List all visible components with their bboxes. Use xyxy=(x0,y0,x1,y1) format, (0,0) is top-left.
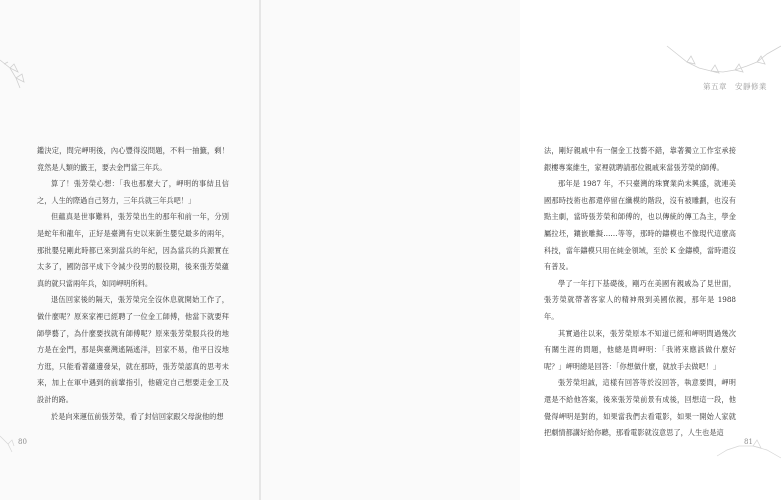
paragraph: 那年是 1987 年，不只臺灣的珠寶業尚未興盛，就連美國那時技術也都還停留在纖模的階段，沒有被雕劃，也沒有點主劇，當時張芳榮和師傅的，也以傳統的傳工為主，學金屬拉坯，鑲嵌雕擬……等等，那時的鑄模也不像現代這麼高科技，當年鑄模只用在純金領域，至於 K 金鑄模，當時還沒有普及。 xyxy=(544,179,736,272)
paragraph: 其實過往以來，張芳榮原本不知道已經和岬明問過幾次有關生涯的問題，他總是問岬明：「我將來應該做什麼好呢？」岬明總是回答：「你想做什麼，就放手去做吧！」 xyxy=(544,328,736,371)
paragraph: 法，剛好親戚中有一個金工技藝不錯，靠著獨立工作室承接銀樓專案維生，家裡就聘請那位親戚來當張芳榮的師傅。 xyxy=(544,146,736,172)
paragraph: 但蘊真是世事難料，張芳榮出生的那年和前一年，分別是蛇年和龍年，正好是臺灣有史以來新生嬰兒最多的兩年，那批嬰兒剛此時都已來到當兵的年紀，因為當兵的兵源實在太多了，國防部平成下令減少役男的服役期，後來張芳榮蘊真的就只當兩年兵，如同岬明所料。 xyxy=(37,212,229,288)
right-page-text xyxy=(544,143,736,442)
right-page xyxy=(261,0,767,500)
running-head: 第五章 安靜修業 xyxy=(703,82,767,91)
paragraph: 學了一年打下基礎後，剛巧在美國有親戚為了見世面，張芳榮就帶著客家人的精神飛到美國依親，那年是 1988 年。 xyxy=(544,278,736,321)
paragraph: 算了！張芳榮心想：「我也那麼大了，岬明的事結且信之，人生的際過自己努力，三年兵就三年兵吧！」 xyxy=(37,179,229,205)
crystal-necklace-ornament-icon xyxy=(667,44,781,84)
page-number-right: 81 xyxy=(744,438,753,446)
crystal-necklace-ornament-icon xyxy=(0,58,34,92)
paragraph: 鑑決定，問完岬明後，內心豐得沒問題，不料一抽籤，剩！竟然是人類的籤王，要去金門當三年兵。 xyxy=(37,146,229,172)
paragraph: 張芳榮坦誠，這樣有回答等於沒回答，執意要問，岬明還是不給他答案，後來張芳榮前景有成後，回想這一段，他覺得岬明是對的，如果當我們去看電影，如果一開始人家就把劇情都講好給你聽，那看電影就沒意思了，人生也是這 xyxy=(544,378,736,438)
page-number-left: 80 xyxy=(18,438,27,446)
left-page-text xyxy=(37,143,229,425)
paragraph: 於是向來運伍前張芳榮，看了封信回家跟父母說他的想 xyxy=(51,411,224,421)
left-page xyxy=(0,0,259,500)
paragraph: 退伍回家後的隔天，張芳榮完全沒休息就開始工作了，做什麼呢？原來家裡已經聘了一位金工師傅，他當下就要拜師學藝了，為什麼要找就有師傅呢？原來張芳榮服兵役的地方是在金門，那是與臺灣遙隔遙洋，回家不易，他平日沒地方逛，只能看著蘊邊發呆，就在那時，張芳榮認真的思考未來，加上在軍中遇到的前輩指引，他確定自己想要走金工及設計的路。 xyxy=(37,295,229,404)
crystal-necklace-ornament-icon xyxy=(0,432,18,454)
